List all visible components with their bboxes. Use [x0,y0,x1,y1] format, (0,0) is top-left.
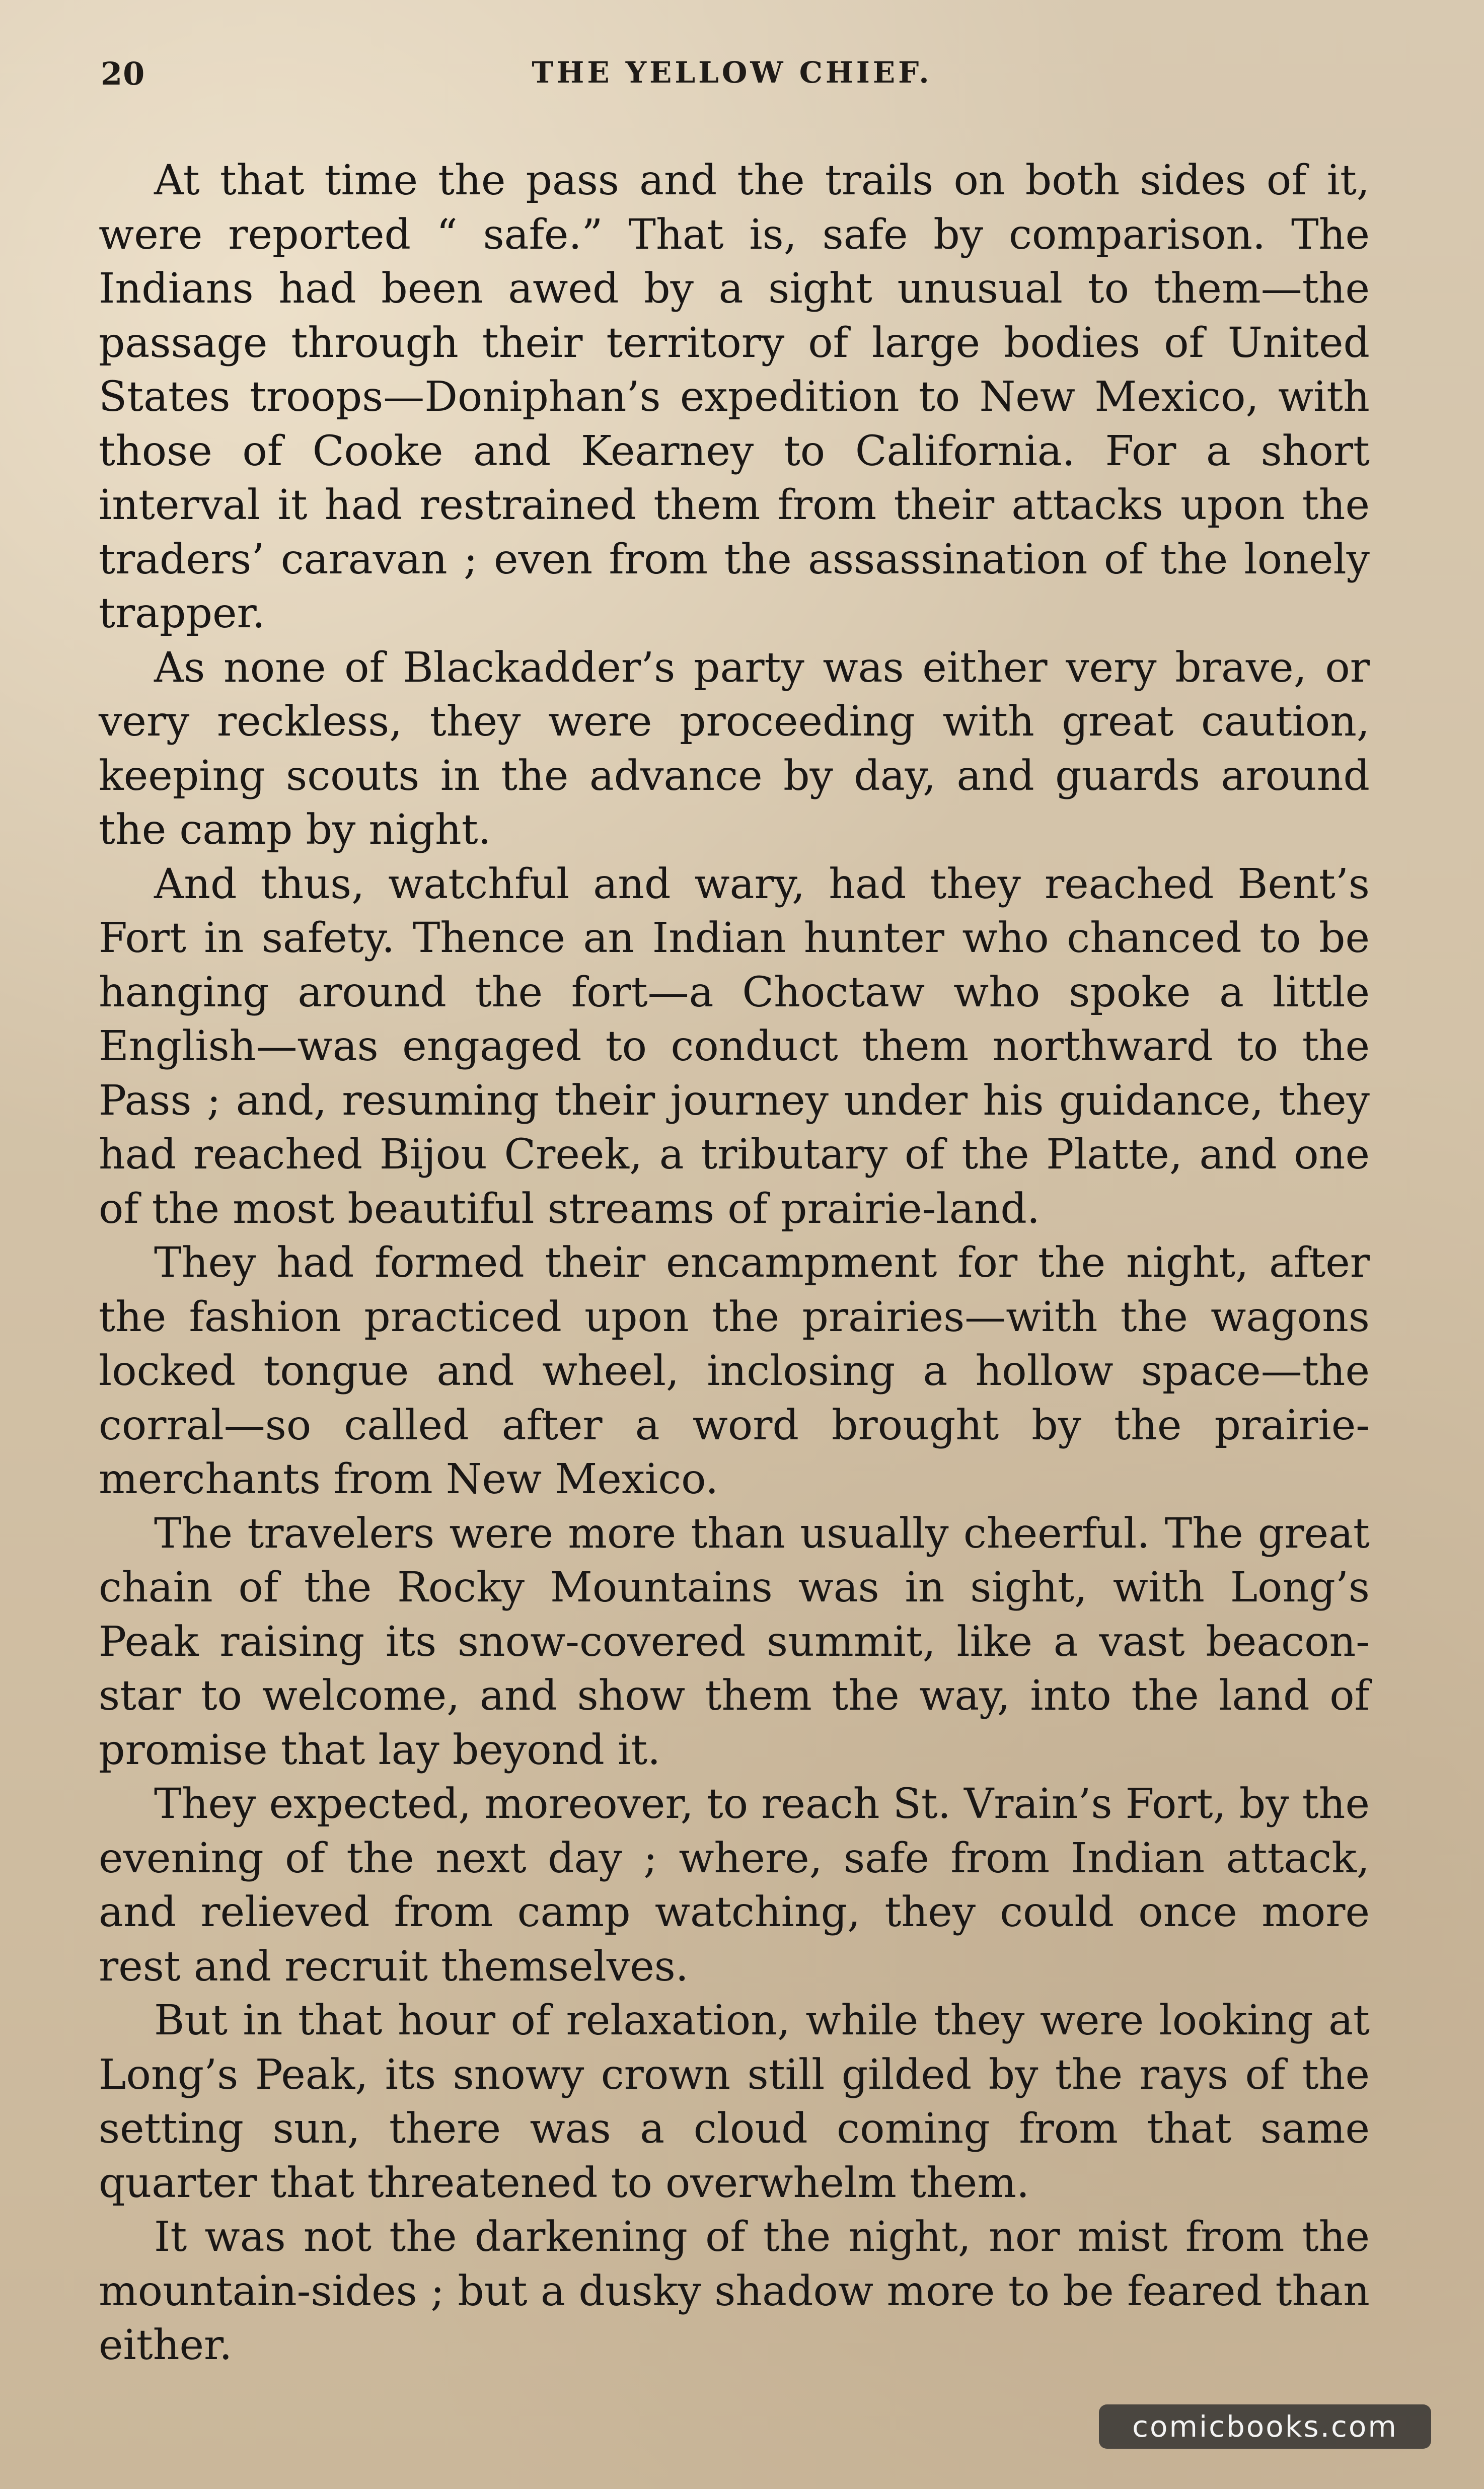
paragraph-3: And thus, watchful and wary, had they reached Bent’s Fort in safety. Thence an Indian hunter who chanced to be hanging around the fort—a Choctaw who spoke a little English—was engaged to conduct them northward to the Pass ; and, resuming their journey under his guidance, they had reached Bijou Creek, a tributary of the Platte, and one of the most beautiful streams of prairie-land. [99,860,1370,1233]
running-head: THE YELLOW CHIEF. [532,55,932,90]
paragraph-6: They expected, moreover, to reach St. Vrain’s Fort, by the evening of the next day ; where, safe from Indian attack, and relieved from camp watching, they could once more rest and recruit themselves. [99,1780,1370,1991]
paragraph-7: But in that hour of relaxation, while they were looking at Long’s Peak, its snowy crown still gilded by the rays of the setting sun, there was a cloud coming from that same quarter that threatened to overwhelm them. [99,1997,1370,2207]
paragraph-5: The travelers were more than usually cheerful. The great chain of the Rocky Mountains was in sight, with Long’s Peak raising its snow-covered summit, like a vast beacon-star to welcome, and show them the way, into the land of promise that lay beyond it. [99,1509,1370,1774]
paragraph-2: As none of Blackadder’s party was either very brave, or very reckless, they were proceeding with great caution, keeping scouts in the advance by day, and guards around the camp by night. [99,643,1370,854]
paragraph-4: They had formed their encampment for the night, after the fashion practiced upon the prairies—with the wagons locked tongue and wheel, inclosing a hollow space—the corral—so called after a word brought by the prairie-merchants from New Mexico. [99,1239,1370,1503]
paragraph-1: At that time the pass and the trails on both sides of it, were reported “ safe.” That is, safe by comparison. The Indians had been awed by a sight unusual to them—the passage through their territory of large bodies of United States troops—Doniphan’s expedition to New Mexico, with those of Cooke and Kearney to California. For a short interval it had restrained them from their attacks upon the traders’ caravan ; even from the assassination of the lonely trapper. [99,157,1370,637]
page-header [101,55,1363,96]
page-number: 20 [101,55,145,92]
watermark-badge: comicbooks.com [1099,2404,1431,2449]
paragraph-8: It was not the darkening of the night, nor mist from the mountain-sides ; but a dusky shadow more to be feared than either. [99,2213,1370,2369]
body-text [99,154,1370,2373]
